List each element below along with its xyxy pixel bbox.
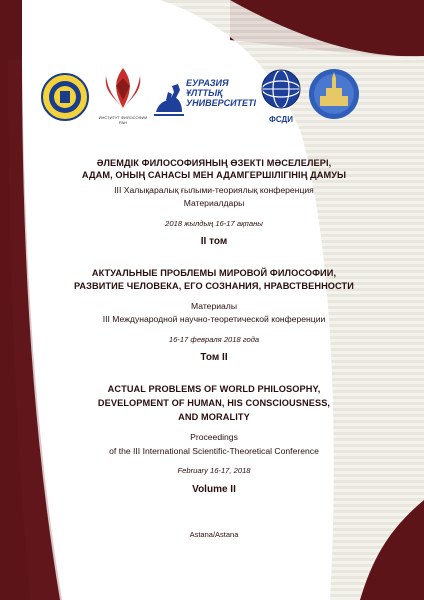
eurasia-line-1: ЕУРАЗИЯ [186, 78, 229, 88]
institute-label: ИНСТИТУТ ФИЛОСОФИИ РАН [98, 115, 148, 125]
kazakh-subtitle-line-1: III Халықаралық ғылыми-теориялық конференция [114, 185, 314, 195]
kazakh-title-line-1: ӘЛЕМДІК ФИЛОСОФИЯНЫҢ ӨЗЕКТІ МӘСЕЛЕЛЕРІ, [96, 158, 332, 168]
russian-subtitle-line-1: Материалы [190, 301, 237, 311]
russian-volume: Том II [200, 352, 228, 363]
english-title-line-3: AND MORALITY [178, 412, 250, 422]
kazakh-volume: II том [200, 236, 228, 247]
fsdi-label: ФСДИ [269, 115, 293, 124]
english-date: February 16-17, 2018 [177, 466, 251, 475]
kazakh-date: 2018 жылдың 16-17 ақпаны [165, 219, 263, 228]
russian-title-line-2: РАЗВИТИЕ ЧЕЛОВЕКА, ЕГО СОЗНАНИЯ, НРАВСТВЕННОСТИ [74, 281, 354, 291]
english-title-line-1: ACTUAL PROBLEMS OF WORLD PHILOSOPHY, [107, 384, 321, 394]
kazakh-subtitle-line-2: Материалдары [183, 198, 245, 208]
russian-date: 16-17 февраля 2018 года [168, 335, 260, 344]
city-label: Astana/Astana [189, 530, 239, 539]
eurasia-line-2: ҰЛТТЫҚ [186, 88, 223, 98]
kazakh-title-line-2: АДАМ, ОНЫҢ САНАСЫ МЕН АДАМГЕРШІЛІГІНІҢ ДАМУЫ [81, 170, 347, 180]
english-title-line-2: DEVELOPMENT OF HUMAN, HIS CONSCIOUSNESS, [97, 398, 331, 408]
russian-subtitle-line-2: III Международной научно-теоретической конференции [102, 314, 326, 324]
russian-title-line-1: АКТУАЛЬНЫЕ ПРОБЛЕМЫ МИРОВОЙ ФИЛОСОФИИ, [91, 268, 337, 278]
english-volume: Volume II [192, 484, 236, 495]
english-subtitle-line-1: Proceedings [190, 432, 238, 442]
eurasia-line-3: УНИВЕРСИТЕТІ [186, 98, 257, 108]
english-subtitle-line-2: of the III International Scientific-Theoretical Conference [109, 446, 319, 456]
